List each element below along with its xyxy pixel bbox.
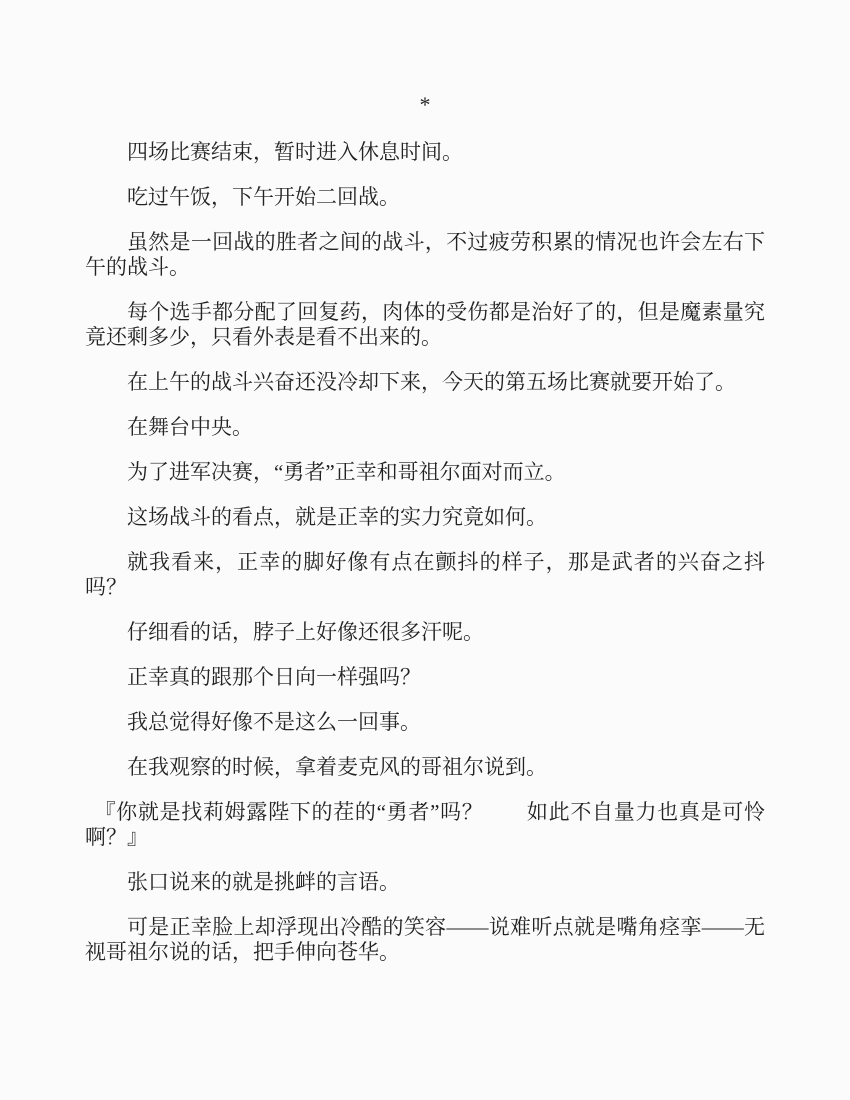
paragraph: 每个选手都分配了回复药，肉体的受伤都是治好了的，但是魔素量究竟还剩多少，只看外表是看不出来的。 xyxy=(85,300,765,349)
paragraph: 可是正幸脸上却浮现出冷酷的笑容——说难听点就是嘴角痉挛——无视哥祖尔说的话，把手伸向苍华。 xyxy=(85,915,765,964)
paragraph: 为了进军决赛，“勇者”正幸和哥祖尔面对而立。 xyxy=(127,460,566,484)
paragraph: 在上午的战斗兴奋还没冷却下来，今天的第五场比赛就要开始了。 xyxy=(127,370,736,394)
paragraph: 虽然是一回战的胜者之间的战斗，不过疲劳积累的情况也许会左右下午的战斗。 xyxy=(85,230,765,279)
paragraph: 这场战斗的看点，就是正幸的实力究竟如何。 xyxy=(127,505,547,529)
quote-paragraph: 『你就是找莉姆露陛下的茬的“勇者”吗？ 如此不自量力也真是可怜啊？』 xyxy=(85,800,765,849)
paragraph: 吃过午饭，下午开始二回战。 xyxy=(127,185,400,209)
paragraph: 张口说来的就是挑衅的言语。 xyxy=(127,870,400,894)
paragraph: 正幸真的跟那个日向一样强吗？ xyxy=(127,665,421,689)
paragraph: 在舞台中央。 xyxy=(127,415,253,439)
paragraph: 就我看来，正幸的脚好像有点在颤抖的样子，那是武者的兴奋之抖吗？ xyxy=(85,550,765,599)
paragraph: 仔细看的话，脖子上好像还很多汗呢。 xyxy=(127,620,484,644)
paragraph: 四场比赛结束，暂时进入休息时间。 xyxy=(127,140,463,164)
paragraph: 我总觉得好像不是这么一回事。 xyxy=(127,710,421,734)
paragraph: 在我观察的时候，拿着麦克风的哥祖尔说到。 xyxy=(127,755,547,779)
section-break-asterisk: * xyxy=(419,92,431,117)
